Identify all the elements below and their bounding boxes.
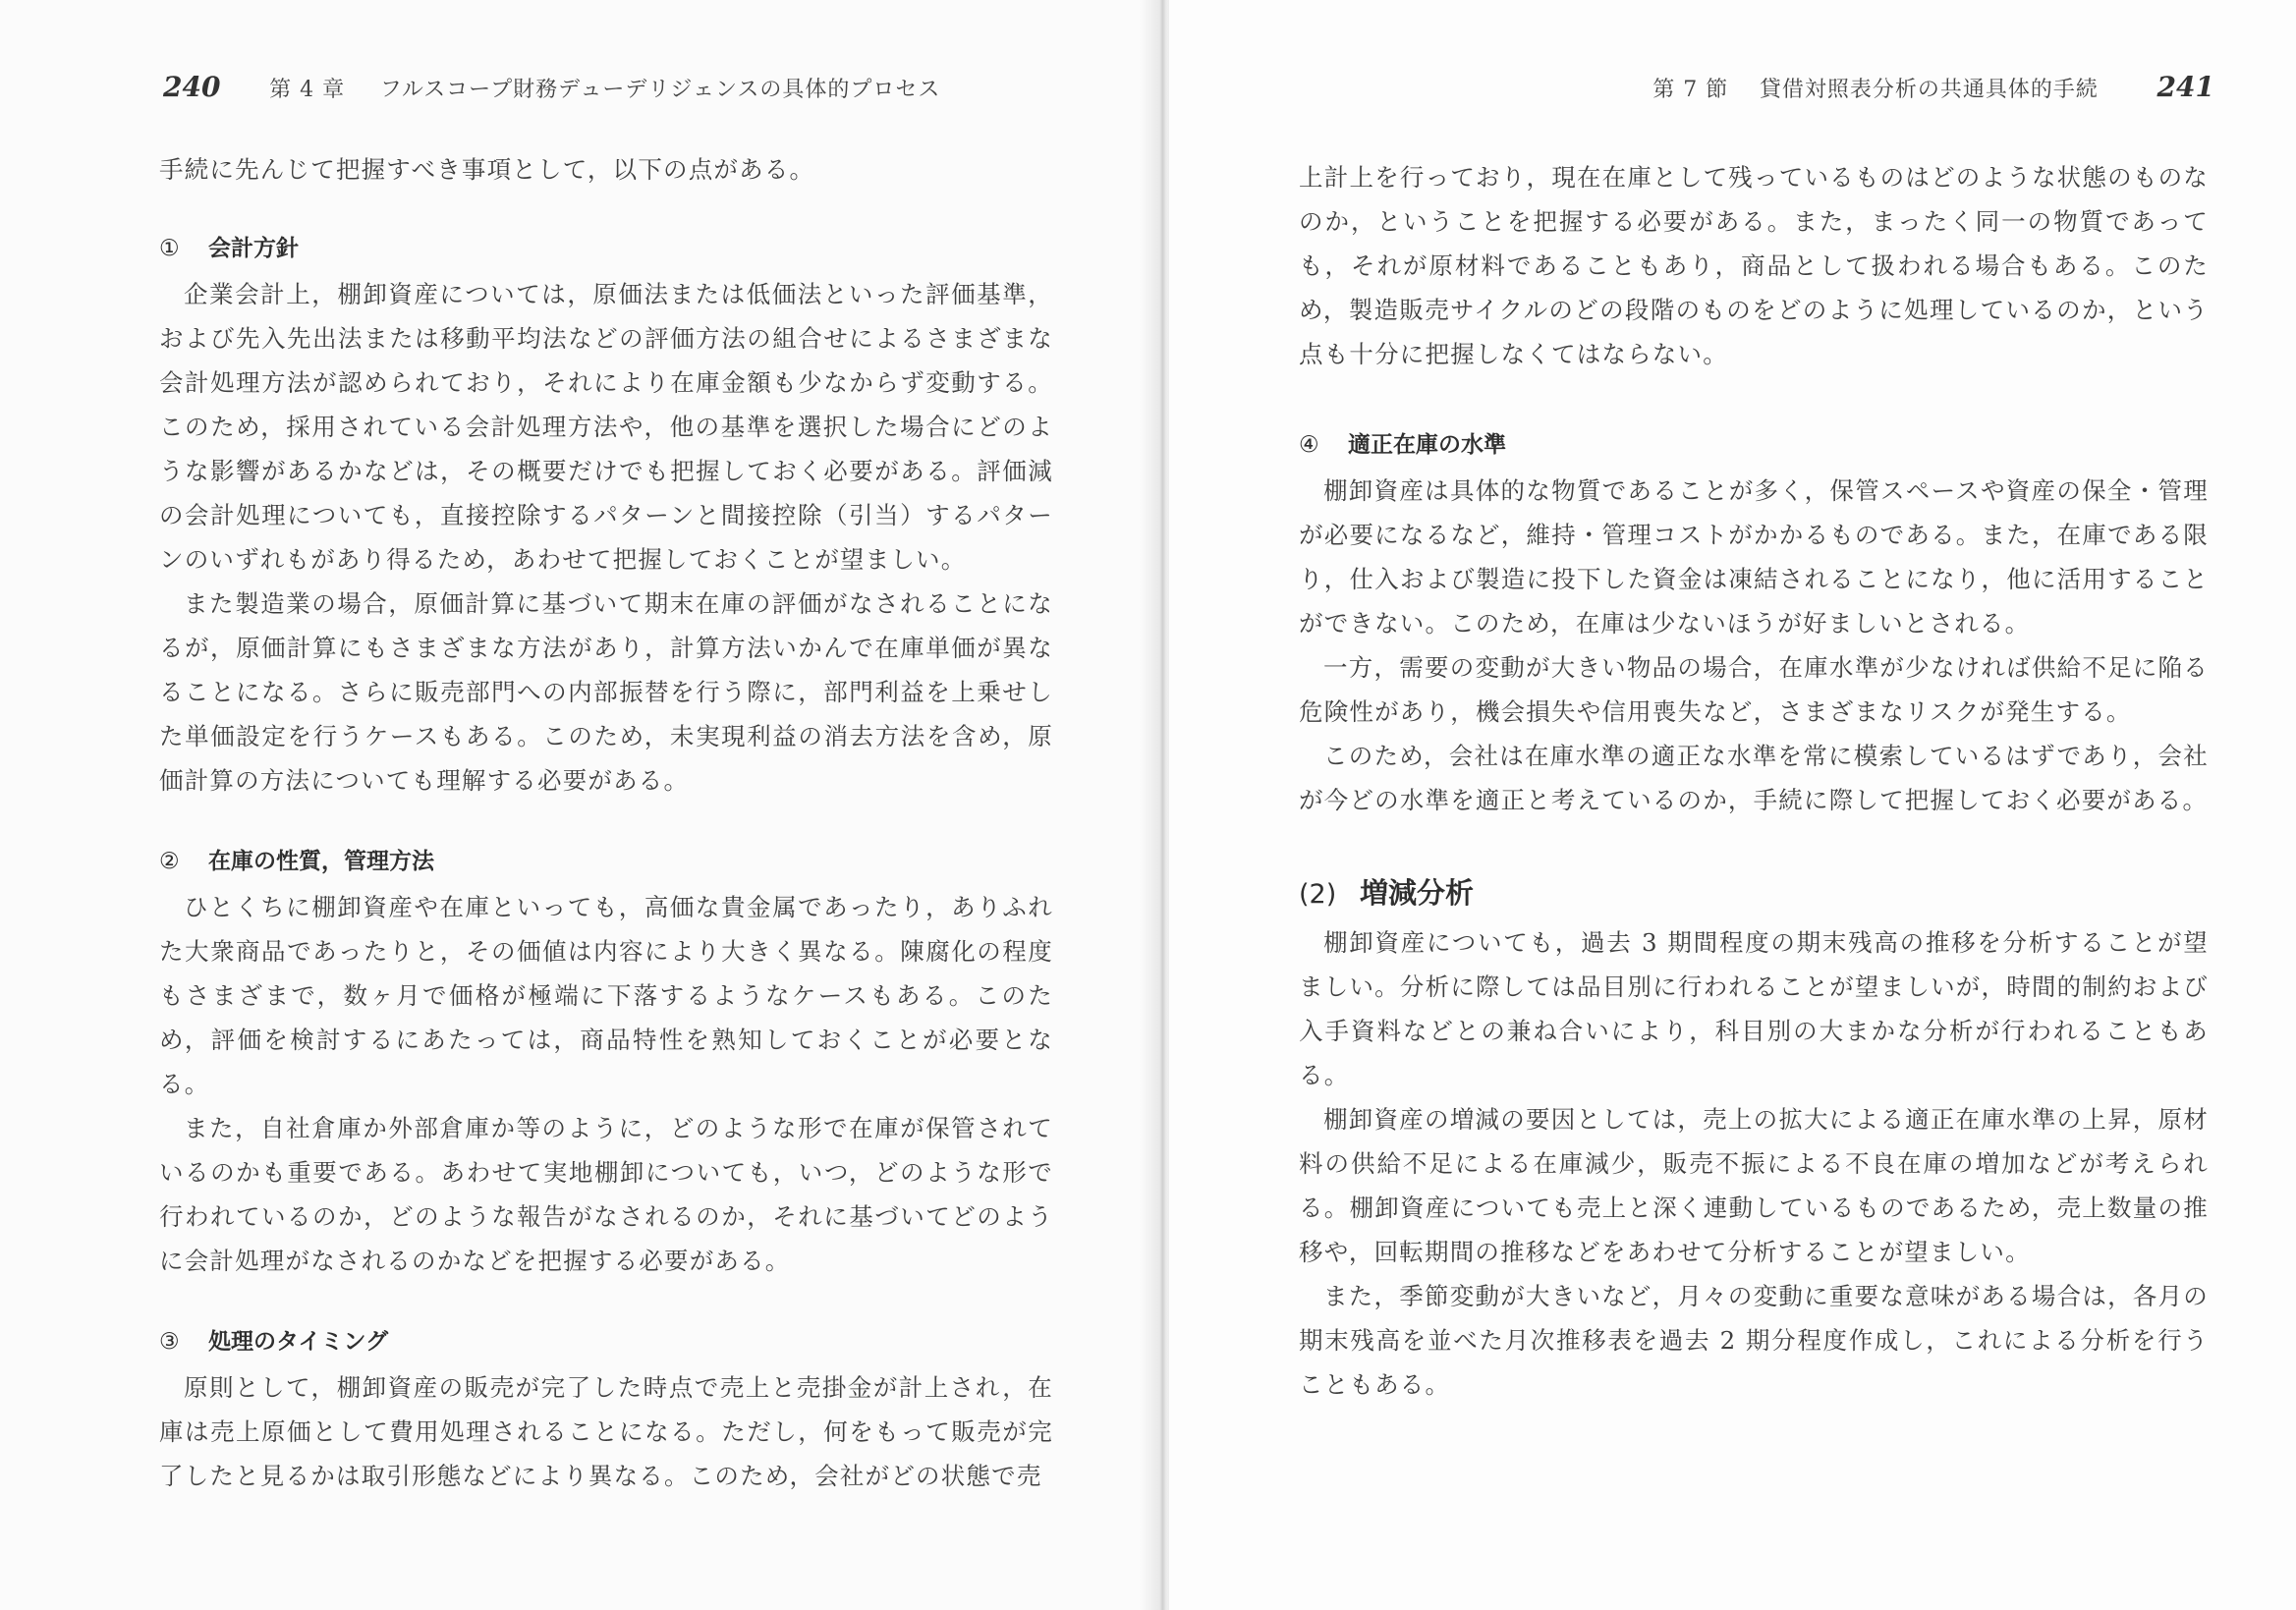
section-heading-1 xyxy=(159,225,1053,272)
section-number: ④ xyxy=(1299,432,1319,458)
section-heading-4 xyxy=(1299,421,2209,469)
section-title: 適正在庫の水準 xyxy=(1348,432,1506,458)
paragraph: ひとくちに棚卸資産や在庫といっても，高価な貴金属であったり，ありふれた大衆商品であったりと，その価値は内容により大きく異なる。陳腐化の程度もさまざまで，数ヶ月で価格が極端に下落するようなケースもある。このため，評価を検討するにあたっては，商品特性を熟知しておくことが必要となる。 xyxy=(159,893,1053,1098)
paragraph: 原則として，棚卸資産の販売が完了した時点で売上と売掛金が計上され，在庫は売上原価として費用処理されることになる。ただし，何をもって販売が完了したと見るかは取引形態などにより異なる。このため，会社がどの状態で売 xyxy=(159,1373,1053,1490)
paragraph: 棚卸資産についても，過去 3 期間程度の期末残高の推移を分析することが望ましい。分析に際しては品目別に行われることが望ましいが，時間的制約および入手資料などとの兼ね合いにより，科目別の大まかな分析が行われることもある。 xyxy=(1299,928,2209,1089)
left-page-body xyxy=(159,147,1053,1498)
subsection-title: 増減分析 xyxy=(1360,876,1475,910)
page-number-left: 240 xyxy=(163,71,221,103)
paragraph: 棚卸資産の増減の要因としては，売上の拡大による適正在庫水準の上昇，原材料の供給不足による在庫減少，販売不振による不良在庫の増加などが考えられる。棚卸資産についても売上と深く連動しているものであるため，売上数量の推移や，回転期間の推移などをあわせて分析することが望ましい。 xyxy=(1299,1105,2209,1266)
section-number: ① xyxy=(159,236,180,261)
subsection-number: (2) xyxy=(1299,879,1337,910)
paragraph: また製造業の場合，原価計算に基づいて期末在庫の評価がなされることになるが，原価計算にもさまざまな方法があり，計算方法いかんで在庫単価が異なることになる。さらに販売部門への内部振替を行う際に，部門利益を上乗せした単価設定を行うケースもある。このため，未実現利益の消去方法を含め，原価計算の方法についても理解する必要がある。 xyxy=(159,589,1053,795)
section-heading-2 xyxy=(159,838,1053,885)
section-number: ③ xyxy=(159,1329,180,1355)
section-title: 在庫の性質，管理方法 xyxy=(208,849,434,874)
subsection-heading xyxy=(1299,867,2209,920)
section-number: ② xyxy=(159,849,180,874)
chapter-number: 第 4 章 xyxy=(269,78,346,102)
paragraph: 一方，需要の変動が大きい物品の場合，在庫水準が少なければ供給不足に陥る危険性があり，機会損失や信用喪失など，さまざまなリスクが発生する。 xyxy=(1299,653,2209,726)
intro-paragraph: 手続に先んじて把握すべき事項として，以下の点がある。 xyxy=(159,155,815,184)
paragraph: また，季節変動が大きいなど，月々の変動に重要な意味がある場合は，各月の期末残高を並べた月次推移表を過去 2 期分程度作成し，これによる分析を行うこともある。 xyxy=(1299,1282,2209,1399)
continued-paragraph: 上計上を行っており，現在在庫として残っているものはどのような状態のものなのか，ということを把握する必要がある。また，まったく同一の物質であっても，それが原材料であることもあり，商品として扱われる場合もある。このため，製造販売サイクルのどの段階のものをどのように処理しているのか，という点も十分に把握しなくてはならない。 xyxy=(1299,163,2209,368)
paragraph: 企業会計上，棚卸資産については，原価法または低価法といった評価基準，および先入先出法または移動平均法などの評価方法の組合せによるさまざまな会計処理方法が認められており，それにより在庫金額も少なからず変動する。このため，採用されている会計処理方法や，他の基準を選択した場合にどのような影響があるかなどは，その概要だけでも把握しておく必要がある。評価減の会計処理についても，直接控除するパターンと間接控除（引当）するパターンのいずれもがあり得るため，あわせて把握しておくことが望ましい。 xyxy=(159,280,1053,574)
paragraph: 棚卸資産は具体的な物質であることが多く，保管スペースや資産の保全・管理が必要になるなど，維持・管理コストがかかるものである。また，在庫である限り，仕入および製造に投下した資金は凍結されることになり，他に活用することができない。このため，在庫は少ないほうが好ましいとされる。 xyxy=(1299,476,2209,638)
right-page xyxy=(1169,0,2296,1610)
paragraph: また，自社倉庫か外部倉庫か等のように，どのような形で在庫が保管されているのかも重要である。あわせて実地棚卸についても，いつ，どのような形で行われているのか，どのような報告がなされるのか，それに基づいてどのように会計処理がなされるのかなどを把握する必要がある。 xyxy=(159,1114,1053,1275)
section-heading-3 xyxy=(159,1318,1053,1365)
paragraph: このため，会社は在庫水準の適正な水準を常に模索しているはずであり，会社が今どの水準を適正と考えているのか，手続に際して把握しておく必要がある。 xyxy=(1299,742,2209,814)
running-head-left xyxy=(163,71,940,110)
chapter-title: フルスコープ財務デューデリジェンスの具体的プロセス xyxy=(379,78,941,102)
page-number-right: 241 xyxy=(2156,71,2214,103)
right-page-body xyxy=(1299,155,2209,1407)
section-title: 処理のタイミング xyxy=(208,1329,389,1355)
section-title-header: 貸借対照表分析の共通具体的手続 xyxy=(1759,78,2099,102)
section-title: 会計方針 xyxy=(208,236,299,261)
running-head-right xyxy=(1652,71,2214,110)
section-number-header: 第 7 節 xyxy=(1652,78,1729,102)
